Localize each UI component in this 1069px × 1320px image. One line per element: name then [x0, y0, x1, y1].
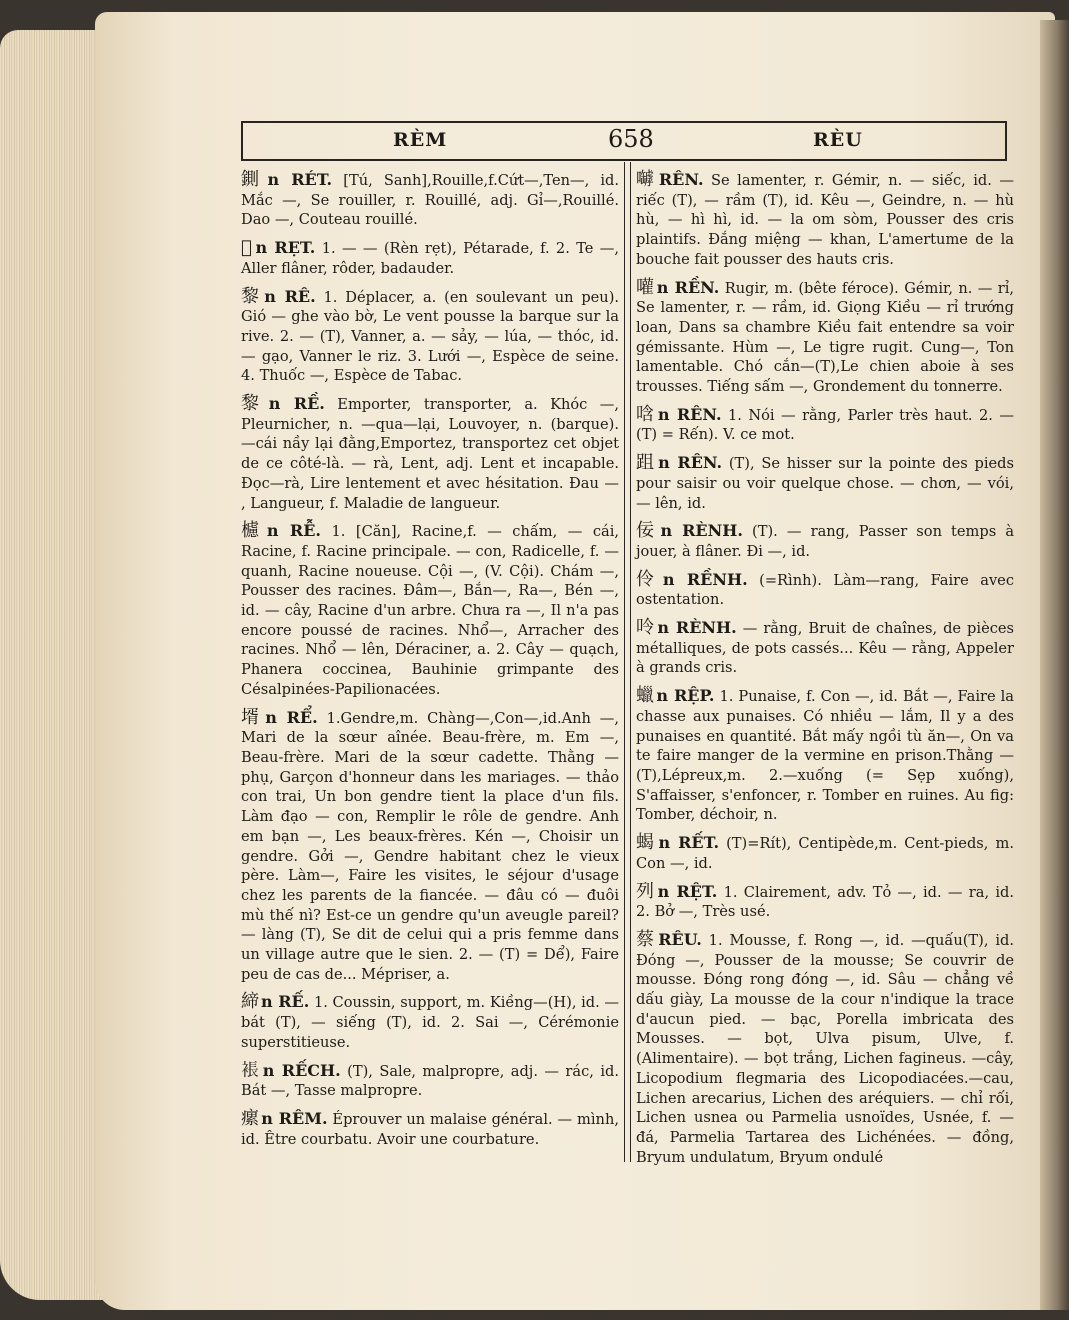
dictionary-entry — [636, 170, 1014, 270]
dictionary-entry — [636, 618, 1014, 678]
entry-definition: 1. Nói — rằng, Parler très haut. 2. —(T) = Rến). V. ce mot. — [636, 406, 1014, 444]
entry-definition: 1. [Căn], Racine,f. — chấm, — cái, Racine, f. Racine principale. — con, Radicelle, f. — quanh, Racine noueuse. Cội —, (V. Cội). Chám —, Pousser des racines. Đâm—, Bắn—, Ra—, Bén —, id. — cây, Racine d'un arbre. Chưa ra —, Il n'a pas encore poussé de racines. Nhổ—, Arracher des racines. Nhổ — lên, Déraciner, a. 2. Cây — quạch, Phanera coccinea, Bauhinie grimpante des Césalpinées-Papilionacées. — [241, 523, 620, 698]
entry-headword: n RÊN. — [658, 453, 723, 473]
entry-character: 跙 — [636, 452, 657, 474]
header-left-word: RÈM — [393, 129, 448, 151]
dictionary-entry — [241, 170, 619, 230]
entry-definition: (T), Se hisser sur la pointe des pieds pour saisir ou voir quelque chose. — chơn, — vói, — lên, id. — [636, 455, 1014, 512]
entry-headword: n RÊ. — [264, 286, 316, 306]
entry-definition: 1. Clairement, adv. Tỏ —, id. — ra, id. 2. Bở —, Très usé. — [636, 883, 1014, 921]
entry-headword: n RỆP. — [656, 686, 715, 706]
entry-definition: (=Rình). Làm—rang, Faire avec ostentation. — [636, 571, 1014, 609]
dictionary-entry — [636, 405, 1014, 445]
left-column — [241, 170, 619, 1157]
entry-character: 櫖 — [241, 520, 265, 542]
dictionary-entry — [241, 521, 619, 699]
entry-character: 唅 — [636, 403, 656, 425]
running-header — [241, 121, 1007, 161]
dictionary-entry — [241, 238, 619, 278]
dictionary-entry — [241, 708, 619, 985]
dictionary-entry — [636, 521, 1014, 561]
dictionary-entry — [241, 394, 619, 513]
entry-character: 蝎 — [636, 832, 657, 854]
entry-headword: n RẸT. — [255, 238, 316, 258]
entry-character: 蠟 — [636, 685, 655, 707]
entry-character: 佞 — [636, 520, 659, 542]
entry-headword: n RỀN. — [656, 277, 720, 297]
entry-character: 嚹 — [636, 169, 657, 190]
entry-character: 黎 — [241, 393, 267, 415]
right-column — [636, 170, 1014, 1175]
entry-headword: n RÉT. — [267, 170, 333, 189]
entry-headword: n RẾT. — [658, 833, 720, 853]
entry-headword: n RÈNH. — [657, 618, 737, 638]
dictionary-entry — [636, 453, 1014, 513]
entry-definition: Se lamenter, r. Gémir, n. — siếc, id. — riếc (T), — rầm (T), id. Kêu —, Geindre, n. — hù hù, — hì hì, id. — la om sòm, Pousser des cris plaintifs. Đắng miệng — khan, L'amertume de la bouche fait pousser des hauts cris. — [636, 172, 1015, 268]
book-cover-edge — [1040, 20, 1069, 1310]
column-divider — [624, 162, 631, 1162]
entry-character: 鍘 — [241, 169, 266, 190]
entry-character: 瘰 — [241, 1107, 260, 1129]
entry-definition: 1. Punaise, f. Con —, id. Bắt —, Faire la chasse aux punaises. Có nhiều — lắm, Il y a des punaises en quantité. Bắt mấy ngồi tù ăn—, On va te faire manger de la vermine en prison.Thằng —(T),Lépreux,m. 2.—xuống (= Sẹp xuống), S'affaisser, s'enfoncer, r. Tomber en ruines. Au fig: Tomber, déchoir, n. — [636, 688, 1015, 824]
entry-headword: n RẾCH. — [262, 1060, 341, 1080]
dictionary-entry — [636, 833, 1014, 873]
entry-character: 蔡 — [636, 928, 657, 950]
dictionary-entry — [241, 992, 619, 1052]
dictionary-entry — [636, 570, 1014, 610]
entry-headword: n RÊN. — [657, 404, 722, 424]
entry-character: 𧛇 — [241, 1059, 261, 1081]
entry-character: 伶 — [636, 568, 661, 590]
entry-headword: n RẾ. — [261, 992, 310, 1012]
entry-headword: n RỄ. — [266, 521, 321, 541]
entry-headword: n RỆT. — [657, 881, 718, 901]
dictionary-entry — [636, 882, 1014, 922]
entry-definition: 1. Coussin, support, m. Kiềng—(H), id. — bát (T), — siếng (T), id. 2. Sai —, Cérémonie superstitieuse. — [241, 994, 620, 1051]
entry-headword: RÊU. — [658, 929, 702, 949]
entry-headword: n RỂ. — [265, 707, 318, 727]
entry-headword: n RÈNH. — [660, 521, 743, 541]
entry-definition: (T)=Rít), Centipède,m. Cent-pieds, m. Con —, id. — [636, 835, 1014, 872]
dictionary-entry — [241, 287, 619, 387]
dictionary-entry — [636, 930, 1014, 1167]
entry-headword: RÊN. — [658, 170, 704, 189]
entry-character: 壻 — [241, 706, 264, 728]
entry-definition: 1. — — (Rèn rẹt), Pétarade, f. 2. Te —, Aller flâner, rôder, badauder. — [241, 240, 620, 277]
header-right-word: RÈU — [813, 129, 863, 151]
entry-definition: (T), Sale, malpropre, adj. — rác, id. Bát —, Tasse malpropre. — [241, 1062, 620, 1100]
entry-character: 呤 — [636, 617, 656, 639]
page-number: 658 — [608, 125, 654, 153]
entry-definition: 1. Mousse, f. Rong —, id. —quấu(T), id. Đóng —, Pousser de la mousse; Se couvrir de mousse. Đóng rong đóng —, id. Sâu — chẳng về dấu giày, La mousse de la cour n'indique la trace d'aucun pied. — bạc, Porella imbricata des Mousses. — bọt, Ulva pisum, Ulve, f. (Alimentaire). — bọt trắng, Lichen fagineus. —cây, Licopodium flegmaria des Licopodiacées.—cau, Lichen arecarius, Lichen des aréquiers. — chỉ rối, Lichen usnea ou Parmelia usnoïdes, Usnée, f. — đá, Parmelia Tartarea des Lichénées. — đồng, Bryum undulatum, Bryum ondulé — [636, 931, 1015, 1166]
entry-definition: (T). — rang, Passer son temps à jouer, à flâner. Đi —, id. — [636, 523, 1015, 560]
entry-definition: Éprouver un malaise général. — mình, id. Être courbatu. Avoir une courbature. — [241, 1110, 619, 1148]
entry-headword: n RÊM. — [261, 1108, 328, 1128]
dictionary-entry — [636, 278, 1014, 397]
entry-definition: [Tú, Sanh],Rouille,f.Cứt—,Ten—, id. Mắc —, Se rouiller, r. Rouillé, adj. Gỉ—,Rouillé. Dao —, Couteau rouillé. — [241, 172, 620, 229]
entry-character: 嚾 — [636, 276, 655, 298]
entry-character: 𠛌 — [241, 237, 254, 259]
entry-definition: Emporter, transporter, a. Khóc —, Pleurnicher, n. —qua—lại, Louvoyer, n. (barque). —cái nầy lại đằng,Emportez, transportez cet objet de ce côté-là. — rà, Lent, adj. Lent et incapable. Đọc—rà, Lire lentement et avec hésitation. Đau — , Langueur, f. Maladie de langueur. — [241, 396, 620, 512]
entry-definition: Rugir, m. (bête féroce). Gémir, n. — rỉ, Se lamenter, r. — rầm, id. Giọng Kiều — rỉ trướng loan, Dans sa chambre Kiều fait entendre sa voir gémissante. Hùm —, Le tigre rugit. Cung—, Ton lamentable. Chó cắn—(T),Le chien aboie à ses trousses. Tiếng sấm —, Grondement du tonnerre. — [636, 279, 1015, 396]
dictionary-entry — [636, 686, 1014, 825]
entry-headword: n RỀ. — [268, 394, 325, 414]
entry-headword: n RỀNH. — [662, 569, 748, 589]
dictionary-entry — [241, 1109, 619, 1149]
entry-character: 列 — [636, 880, 656, 902]
entry-definition: 1.Gendre,m. Chàng—,Con—,id.Anh —, Mari de la sœur aînée. Beau-frère, m. Em —, Beau-frère. Mari de la sœur cadette. Thằng — phụ, Garçon d'honneur dans les mariages. — thảo con trai, Un bon gendre tient la place d'un fils. Làm đạo — con, Remplir le rôle de gendre. Anh em bạn —, Les beaux-frères. Kén —, Choisir un gendre. Gởi —, Gendre habitant chez le vieux père. Làm—, Faire les visites, le séjour d'usage chez les parents de la fiancée. — đâu có — đuôi mù thế nì? Est-ce un gendre qu'un aveugle pareil? — làng (T), Se dit de celui qui a pris femme dans un village autre que le sien. 2. — (T) = Dể), Faire peu de cas de... Mépriser, a. — [241, 709, 620, 983]
entry-definition: 1. Déplacer, a. (en soulevant un peu). Gió — ghe vào bờ, Le vent pousse la barque sur la rive. 2. — (T), Vanner, a. — sảy, — lúa, — thóc, id. — gạo, Vanner le riz. 3. Lưới —, Espèce de seine. 4. Thuốc —, Espèce de Tabac. — [241, 288, 620, 385]
entry-character: 黎 — [241, 285, 263, 307]
dictionary-entry — [241, 1061, 619, 1101]
entry-character: 締 — [241, 991, 260, 1013]
entry-definition: — rằng, Bruit de chaînes, de pièces métalliques, de pots cassés... Kêu — rằng, Appeler à grands cris. — [636, 620, 1015, 677]
